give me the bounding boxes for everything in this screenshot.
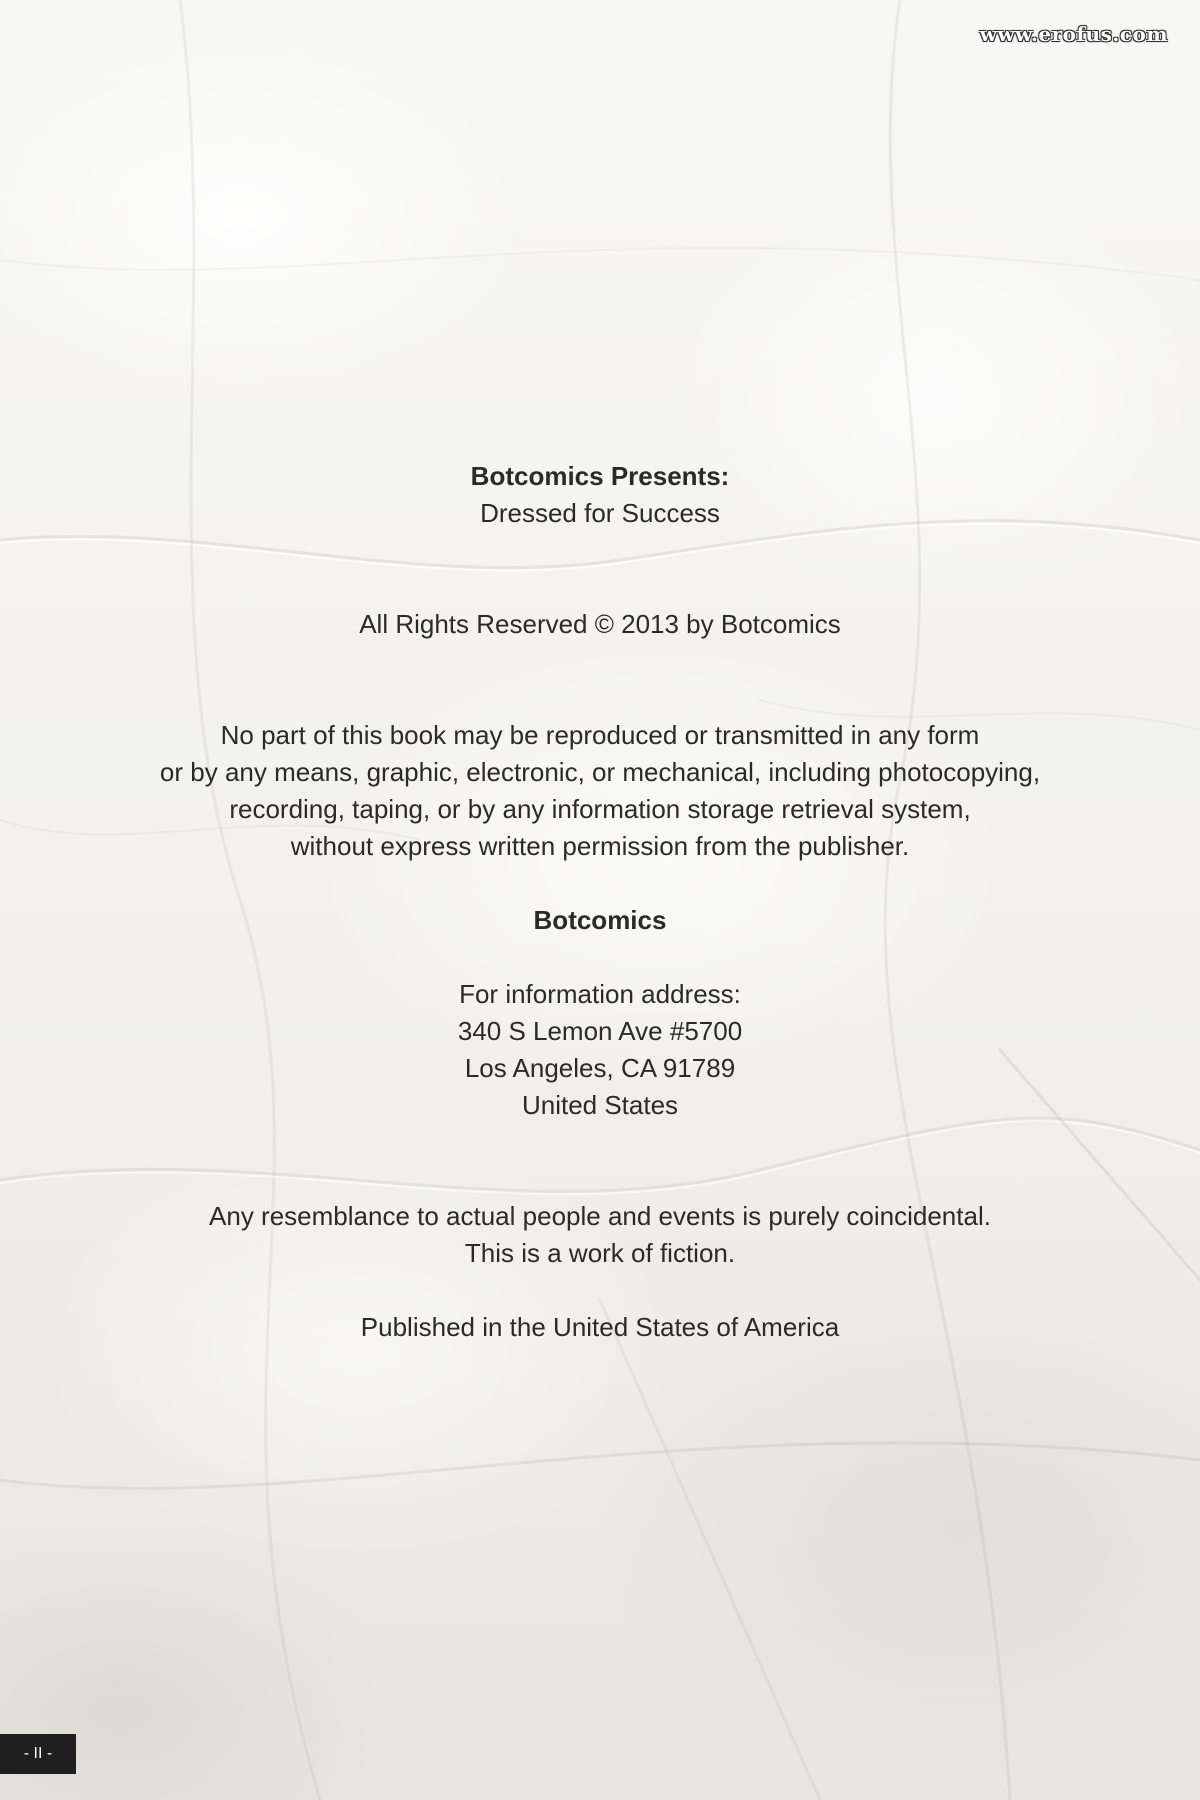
address-line: United States [521, 1090, 679, 1120]
copyright-line: All Rights Reserved © 2013 by Botcomics [359, 609, 841, 639]
notice-line: or by any means, graphic, electronic, or mechanical, including photocopying, [159, 757, 1041, 787]
presents-line: Botcomics Presents: [470, 461, 730, 491]
copyright-page-content [0, 458, 1200, 1346]
publisher-name: Botcomics [533, 905, 667, 935]
disclaimer-line: This is a work of fiction. [464, 1238, 736, 1268]
disclaimer-line: Any resemblance to actual people and events is purely coincidental. [209, 1201, 991, 1231]
address-label: For information address: [459, 979, 741, 1009]
notice-line: recording, taping, or by any information storage retrieval system, [229, 794, 971, 824]
address-line: 340 S Lemon Ave #5700 [457, 1016, 743, 1046]
notice-line: No part of this book may be reproduced or transmitted in any form [220, 720, 980, 750]
notice-line: without express written permission from the publisher. [290, 831, 910, 861]
address-line: Los Angeles, CA 91789 [464, 1053, 736, 1083]
book-title: Dressed for Success [480, 498, 720, 528]
watermark: www.erofus.com [979, 22, 1168, 46]
page-number: - II - [0, 1734, 76, 1774]
published-line: Published in the United States of America [360, 1312, 840, 1342]
